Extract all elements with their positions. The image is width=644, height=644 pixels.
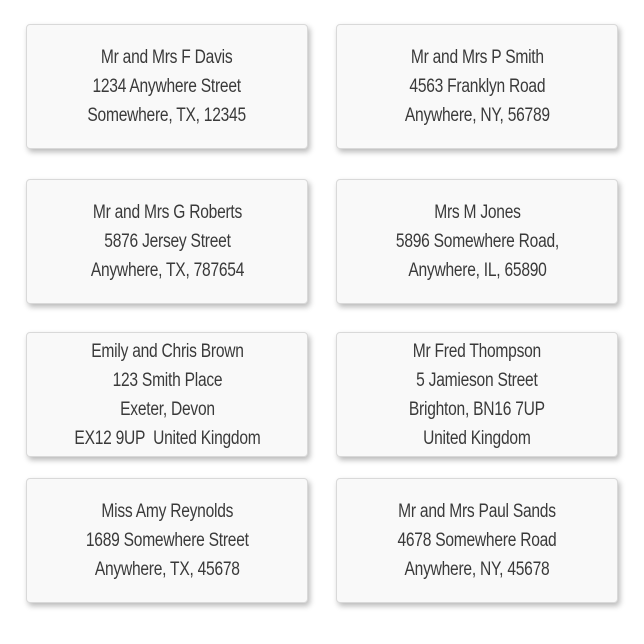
address-text bbox=[405, 43, 550, 130]
address-label-reynolds[interactable] bbox=[26, 478, 308, 603]
city-line: Anywhere, NY, 45678 bbox=[404, 559, 550, 580]
city-line: Brighton, BN16 7UP bbox=[409, 398, 545, 420]
city-line: Anywhere, TX, 45678 bbox=[94, 559, 240, 580]
address-label-smith[interactable] bbox=[336, 24, 618, 149]
street-line: 4678 Somewhere Road bbox=[397, 530, 557, 551]
street-line: 1689 Somewhere Street bbox=[85, 530, 249, 551]
recipient-name: Mr Fred Thompson bbox=[412, 340, 542, 362]
address-text bbox=[88, 43, 246, 130]
street-line: 5896 Somewhere Road, bbox=[395, 231, 559, 252]
recipient-name: Miss Amy Reynolds bbox=[101, 501, 233, 522]
street-line: 1234 Anywhere Street bbox=[92, 76, 242, 97]
city-line: Anywhere, IL, 65890 bbox=[407, 260, 547, 281]
recipient-name: Mrs M Jones bbox=[433, 202, 521, 223]
street-line: 4563 Franklyn Road bbox=[409, 76, 545, 97]
recipient-name: Emily and Chris Brown bbox=[90, 340, 244, 362]
recipient-name: Mr and Mrs G Roberts bbox=[92, 202, 242, 223]
country-line: United Kingdom bbox=[423, 427, 531, 449]
address-label-thompson[interactable] bbox=[336, 332, 618, 457]
street-line: 5876 Jersey Street bbox=[103, 231, 231, 252]
street-line: 123 Smith Place bbox=[112, 369, 222, 391]
city-line: Anywhere, TX, 787654 bbox=[90, 260, 244, 281]
address-label-jones[interactable] bbox=[336, 179, 618, 304]
address-text bbox=[409, 337, 545, 453]
address-label-davis[interactable] bbox=[26, 24, 308, 149]
address-label-roberts[interactable] bbox=[26, 179, 308, 304]
postcode-country-line: EX12 9UP United Kingdom bbox=[73, 427, 261, 449]
recipient-name: Mr and Mrs F Davis bbox=[101, 47, 233, 68]
address-label-brown[interactable] bbox=[26, 332, 308, 457]
city-line: Somewhere, TX, 12345 bbox=[87, 105, 247, 126]
address-text bbox=[86, 497, 249, 584]
address-text bbox=[395, 198, 558, 285]
city-line: Exeter, Devon bbox=[119, 398, 215, 420]
address-text bbox=[397, 497, 556, 584]
address-text bbox=[74, 337, 260, 453]
address-text bbox=[90, 198, 243, 285]
address-label-sands[interactable] bbox=[336, 478, 618, 603]
city-line: Anywhere, NY, 56789 bbox=[404, 105, 550, 126]
street-line: 5 Jamieson Street bbox=[416, 369, 538, 391]
recipient-name: Mr and Mrs P Smith bbox=[410, 47, 544, 68]
recipient-name: Mr and Mrs Paul Sands bbox=[398, 501, 556, 522]
